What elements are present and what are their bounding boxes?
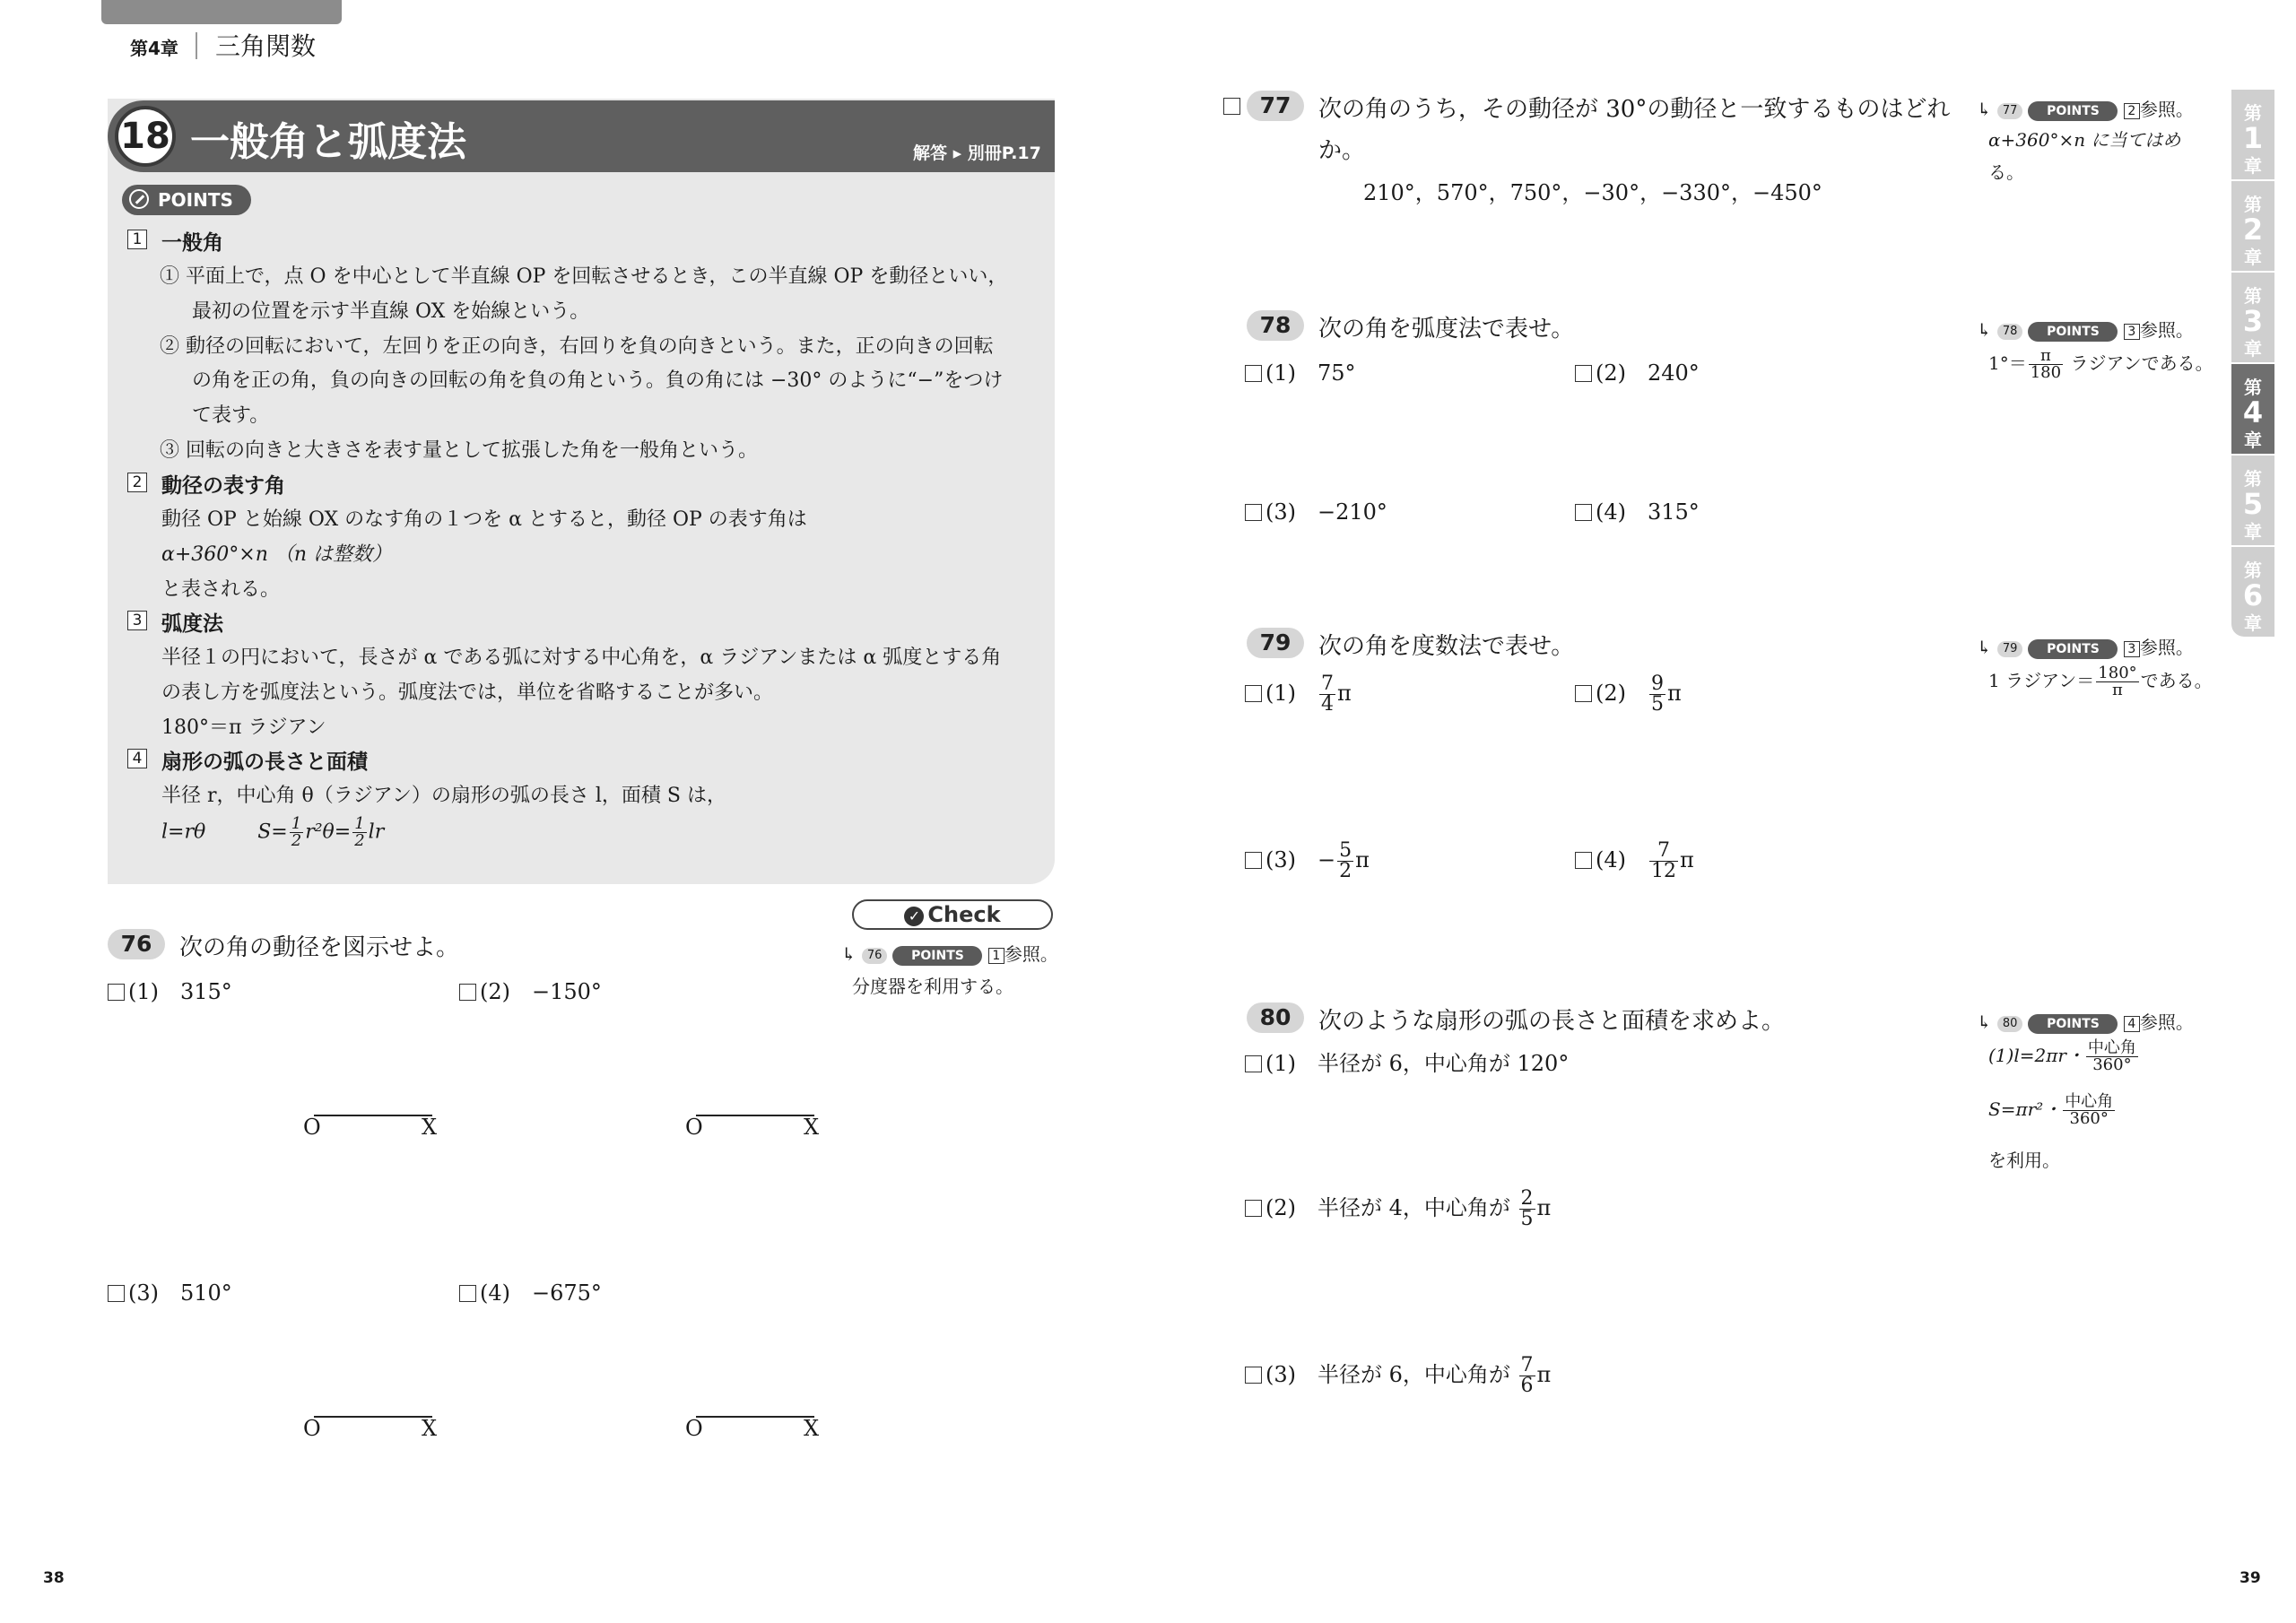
problem-item: (1) 75°	[1245, 355, 1356, 386]
chapter-label: 第4章	[130, 38, 178, 59]
point-formula: α+360°×n （n は整数）	[161, 543, 393, 566]
point-o-label: O	[303, 1416, 321, 1441]
problem-item: (2) 240°	[1575, 355, 1700, 386]
problem-stem: 次の角を弧度法で表せ。	[1318, 316, 1575, 343]
point-text: 動径 OP と始線 OX のなす角の１つを α とすると，動径 OP の表す角は	[161, 508, 807, 531]
problem-item: (2) $\frac{9}{5}$ π	[1575, 674, 1682, 715]
chapter-tab-1[interactable]: 第 1 章	[2231, 90, 2274, 179]
hint-text: 1 ラジアン＝ $\frac{180^\circ}{\pi}$ である。	[1988, 664, 2213, 699]
problem-item: (2) −150°	[459, 974, 602, 1005]
problem-stem: か。	[1318, 137, 1366, 164]
point-heading: 弧度法	[161, 612, 223, 636]
checkbox-icon[interactable]	[1575, 685, 1592, 702]
arc-length-formula: l=rθ	[161, 820, 206, 844]
hint-text: α+360°×n に当てはめ	[1988, 129, 2181, 151]
point-number: 3	[127, 611, 147, 630]
problem-item: (3) − $\frac{5}{2}$ π	[1245, 841, 1370, 881]
point-x-label: X	[422, 1115, 438, 1140]
fraction: $\frac{5}{2}$	[1339, 839, 1352, 882]
point-text: の角を正の角，負の向きの回転の角を負の角という。負の角には −30° のように“−”をつけ	[192, 369, 1004, 392]
chapter-tab-4-active[interactable]: 第 4 章	[2231, 364, 2274, 454]
hint-text: を利用。	[1988, 1150, 2060, 1171]
chapter-tab-3[interactable]: 第 3 章	[2231, 273, 2274, 362]
header-divider	[196, 32, 197, 59]
chapter-tab-6[interactable]: 第 6 章	[2231, 547, 2274, 637]
point-heading: 扇形の弧の長さと面積	[161, 751, 368, 774]
checkbox-icon[interactable]	[459, 1285, 476, 1302]
area-formula-end: lr	[368, 820, 385, 844]
fraction: $\frac{\pi}{180}$	[2030, 346, 2062, 382]
point-number: 4	[127, 749, 147, 768]
sector-formula	[161, 816, 384, 849]
hint-text: る。	[1988, 161, 2024, 183]
problem-stem: 次の角を度数法で表せ。	[1318, 633, 1575, 660]
point-x-label: X	[804, 1115, 820, 1140]
fraction: $\frac{2}{5}$	[1520, 1187, 1534, 1230]
checkbox-icon[interactable]	[1575, 504, 1592, 521]
point-text: ① 平面上で，点 O を中心として半直線 OP を回転させるとき，この半直線 OP を動径といい，	[160, 265, 1008, 288]
checkbox-icon[interactable]	[1245, 504, 1262, 521]
hint-reference: ↳ 78 POINTS 3 参照。	[1977, 319, 2194, 341]
checkbox-icon[interactable]	[108, 984, 125, 1001]
point-heading: 一般角	[161, 231, 223, 255]
pencil-icon	[129, 189, 149, 209]
problem-item: (1) 315°	[108, 974, 232, 1005]
problem-item: (4) 315°	[1575, 494, 1700, 525]
top-tab-decoration	[101, 0, 342, 24]
point-text: 半径 r，中心角 θ（ラジアン）の扇形の弧の長さ l，面積 S は，	[161, 785, 726, 807]
checkbox-icon[interactable]	[1575, 852, 1592, 869]
checkbox-icon[interactable]	[459, 984, 476, 1001]
chapter-tab-2[interactable]: 第 2 章	[2231, 181, 2274, 271]
checkbox-icon[interactable]	[108, 1285, 125, 1302]
point-x-label: X	[422, 1416, 438, 1441]
hint-reference: ↳ 76 POINTS 1 参照。	[841, 943, 1058, 965]
problem-stem: 次の角の動径を図示せよ。	[179, 934, 460, 961]
problem-item: (1) $\frac{7}{4}$ π	[1245, 674, 1352, 715]
initial-ray-line	[696, 1115, 814, 1116]
hint-reference: ↳ 79 POINTS 3 参照。	[1977, 637, 2194, 658]
problem-item: (4) −675°	[459, 1275, 602, 1306]
problem-stem: 次の角のうち，その動径が 30°の動径と一致するものはどれ	[1318, 96, 1951, 123]
initial-ray-line	[696, 1416, 814, 1418]
point-o-label: O	[685, 1416, 703, 1441]
point-number: 1	[127, 230, 147, 249]
fraction: $\frac{7}{4}$	[1321, 673, 1334, 716]
point-text: 半径１の円において，長さが α である弧に対する中心角を，α ラジアンまたは α 弧度とする角	[161, 647, 1002, 669]
point-number: 2	[127, 473, 147, 492]
fraction: $\frac{7}{12}$	[1651, 839, 1676, 882]
problem-item: (3) 510°	[108, 1275, 232, 1306]
problem-number: 77	[1247, 91, 1304, 121]
check-label: ✓ Check	[852, 899, 1053, 930]
problem-checkbox	[1223, 93, 1244, 118]
point-text: ② 動径の回転において，左回りを正の向き，右回りを負の向きという。また，正の向きの回転	[160, 335, 994, 358]
fraction-half: $\frac{1}{2}$	[291, 814, 302, 850]
section-number: 18	[115, 106, 176, 167]
angle-list: 210°，570°，750°，−30°，−330°，−450°	[1363, 180, 1822, 205]
checkbox-icon[interactable]	[1223, 98, 1240, 115]
chapter-tab-5[interactable]: 第 5 章	[2231, 456, 2274, 545]
fraction: $\frac{9}{5}$	[1651, 673, 1664, 716]
problem-item: (4) $\frac{7}{12}$ π	[1575, 841, 1694, 881]
area-formula-start: S=	[257, 820, 288, 844]
points-badge: POINTS	[2028, 639, 2118, 659]
points-badge: POINTS	[2028, 322, 2118, 342]
checkbox-icon[interactable]	[1575, 365, 1592, 382]
point-x-label: X	[804, 1416, 820, 1441]
hint-formula: (1)l=2πr・ $\frac{\text{中心角}}{360^\circ}$	[1988, 1038, 2136, 1074]
problem-number: 78	[1247, 310, 1304, 341]
section-title: 一般角と弧度法	[190, 119, 466, 165]
point-text: と表される。	[161, 578, 281, 601]
points-badge: POINTS	[2028, 101, 2118, 121]
checkbox-icon[interactable]	[1245, 685, 1262, 702]
checkbox-icon[interactable]	[1245, 852, 1262, 869]
initial-ray-line	[314, 1115, 432, 1116]
problem-item: (3) −210°	[1245, 494, 1387, 525]
problem-item: (1) 半径が 6，中心角が 120°	[1245, 1046, 1569, 1077]
points-badge: POINTS	[2028, 1014, 2118, 1034]
chapter-title: 三角関数	[215, 31, 317, 61]
fraction-half: $\frac{1}{2}$	[354, 814, 365, 850]
point-text: て表す。	[192, 404, 270, 427]
problem-stem: 次のような扇形の弧の長さと面積を求めよ。	[1318, 1008, 1786, 1035]
points-label: POINTS	[122, 185, 251, 215]
problem-number: 76	[108, 929, 165, 959]
fraction: $\frac{\text{中心角}}{360^\circ}$	[2087, 1038, 2136, 1074]
page-number-left: 38	[43, 1569, 65, 1587]
hint-reference: ↳ 77 POINTS 2 参照。	[1977, 99, 2194, 120]
hint-text: 分度器を利用する。	[852, 976, 1013, 997]
initial-ray-line	[314, 1416, 432, 1418]
hint-formula: S=πr²・ $\frac{\text{中心角}}{360^\circ}$	[1988, 1092, 2114, 1128]
fraction: $\frac{7}{6}$	[1520, 1354, 1534, 1397]
fraction: $\frac{180^\circ}{\pi}$	[2098, 664, 2137, 699]
points-badge: POINTS	[892, 946, 982, 966]
fraction: $\frac{\text{中心角}}{360^\circ}$	[2065, 1092, 2114, 1128]
checkbox-icon[interactable]	[1245, 365, 1262, 382]
hint-text: 1°＝ $\frac{\pi}{180}$ ラジアンである。	[1988, 346, 2213, 382]
hint-reference: ↳ 80 POINTS 4 参照。	[1977, 1011, 2194, 1033]
problem-number: 80	[1247, 1002, 1304, 1033]
checkbox-icon[interactable]	[1245, 1367, 1262, 1384]
point-text: ③ 回転の向きと大きさを表す量として拡張した角を一般角という。	[160, 439, 758, 462]
page-number-right: 39	[2239, 1569, 2261, 1587]
problem-item: (3) 半径が 6，中心角が $\frac{7}{6}$ π	[1245, 1356, 1551, 1396]
point-text: 最初の位置を示す半直線 OX を始線という。	[192, 300, 590, 323]
point-text: の表し方を弧度法という。弧度法では，単位を省略することが多い。	[161, 681, 774, 704]
point-o-label: O	[303, 1115, 321, 1140]
checkmark-icon: ✓	[904, 907, 924, 926]
point-o-label: O	[685, 1115, 703, 1140]
point-heading: 動径の表す角	[161, 474, 285, 498]
checkbox-icon[interactable]	[1245, 1200, 1262, 1217]
problem-number: 79	[1247, 628, 1304, 658]
checkbox-icon[interactable]	[1245, 1055, 1262, 1072]
answer-reference: 解答 ▸ 別冊P.17	[913, 143, 1041, 163]
problem-item: (2) 半径が 4，中心角が $\frac{2}{5}$ π	[1245, 1189, 1551, 1229]
area-formula-mid: r²θ=	[305, 820, 352, 844]
point-formula: 180°＝π ラジアン	[161, 716, 326, 739]
